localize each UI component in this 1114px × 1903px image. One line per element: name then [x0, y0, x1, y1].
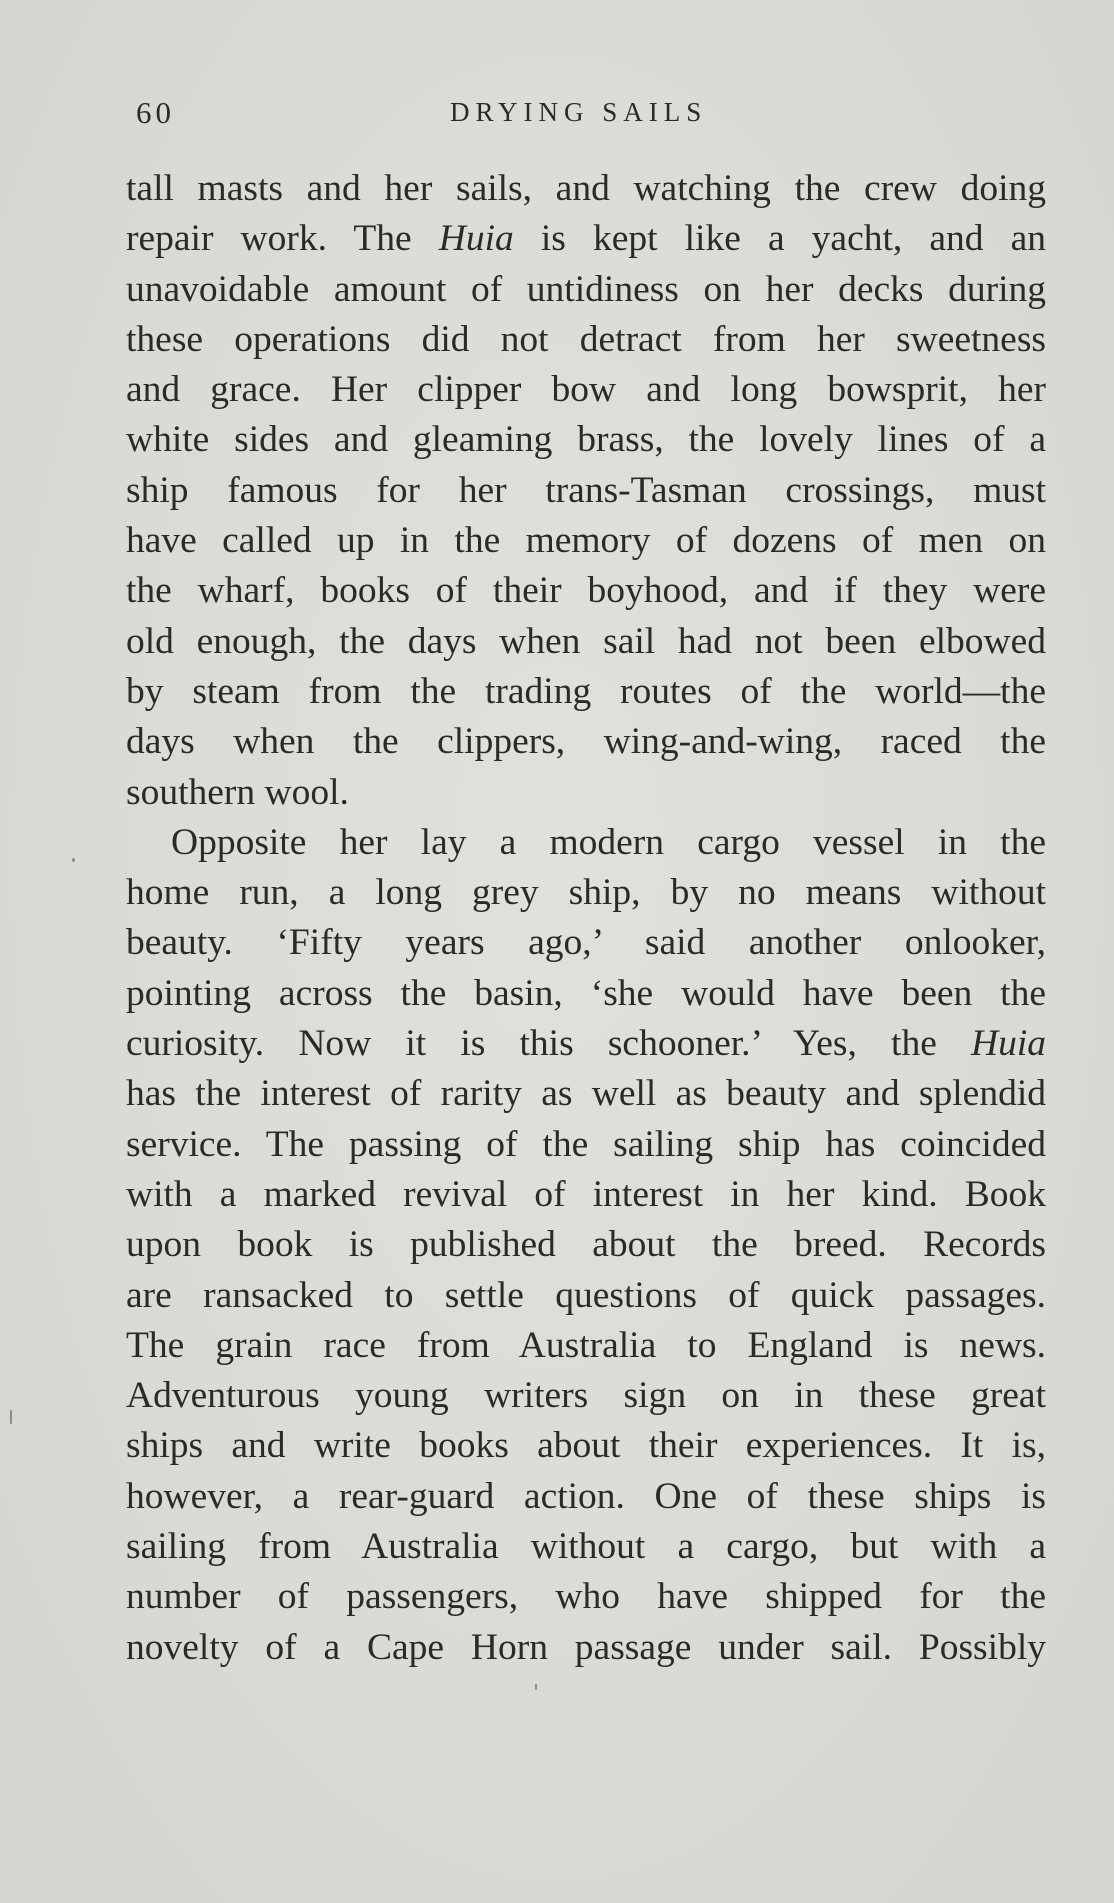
paragraph-1 — [126, 164, 1046, 818]
text-line: The grain race from Australia to England is news. — [126, 1324, 1046, 1366]
text-line: service. The passing of the sailing ship has coincided — [126, 1123, 1046, 1165]
paper-speck — [535, 1684, 537, 1690]
text-line: ships and write books about their experiences. It is, — [126, 1425, 1046, 1467]
text-line: ship famous for her trans-Tasman crossings, must — [126, 469, 1046, 511]
text-line: these operations did not detract from her sweetness — [126, 318, 1046, 360]
page-number: 60 — [136, 95, 175, 130]
running-head — [136, 95, 1046, 135]
text-line: unavoidable amount of untidiness on her decks during — [126, 268, 1046, 310]
text-line: has the interest of rarity as well as beauty and splendid — [126, 1073, 1046, 1115]
ship-name: Huia — [438, 218, 514, 260]
text-line: pointing across the basin, ‘she would have been the — [126, 972, 1046, 1014]
text-line: upon book is published about the breed. Records — [126, 1224, 1046, 1266]
text-line: days when the clippers, wing-and-wing, raced the — [126, 721, 1046, 763]
text-line: Opposite her lay a modern cargo vessel in the — [171, 821, 1046, 863]
paragraph-2 — [126, 818, 1046, 1673]
text-line: with a marked revival of interest in her kind. Book — [126, 1173, 1046, 1215]
text-line: curiosity. Now it is this schooner.’ Yes, the Huia — [126, 1023, 1046, 1065]
ship-name: Huia — [971, 1023, 1046, 1065]
paper-speck — [10, 1410, 12, 1424]
text-line: however, a rear-guard action. One of these ships is — [126, 1475, 1046, 1517]
text-line: have called up in the memory of dozens of men on — [126, 520, 1046, 562]
text-line: Adventurous young writers sign on in these great — [126, 1375, 1046, 1417]
chapter-title: DRYING SAILS — [450, 97, 708, 127]
text-line: number of passengers, who have shipped for the — [126, 1576, 1046, 1618]
text-line: by steam from the trading routes of the world—the — [126, 670, 1046, 712]
text-line: southern wool. — [126, 771, 349, 813]
paper-speck — [72, 858, 75, 862]
text-line: beauty. ‘Fifty years ago,’ said another onlooker, — [126, 922, 1046, 964]
text-line: novelty of a Cape Horn passage under sail. Possibly — [126, 1626, 1046, 1668]
text-line: and grace. Her clipper bow and long bowsprit, her — [126, 369, 1046, 411]
text-line: white sides and gleaming brass, the lovely lines of a — [126, 419, 1046, 461]
text-line: sailing from Australia without a cargo, but with a — [126, 1526, 1046, 1568]
text-line: tall masts and her sails, and watching the crew doing — [126, 168, 1046, 209]
text-line: repair work. The Huia is kept like a yacht, and an — [126, 218, 1046, 260]
text-line: home run, a long grey ship, by no means without — [126, 872, 1046, 914]
body-text — [126, 164, 1046, 1673]
text-line: are ransacked to settle questions of quick passages. — [126, 1274, 1046, 1316]
text-line: old enough, the days when sail had not been elbowed — [126, 620, 1046, 662]
text-line: the wharf, books of their boyhood, and if they were — [126, 570, 1046, 612]
